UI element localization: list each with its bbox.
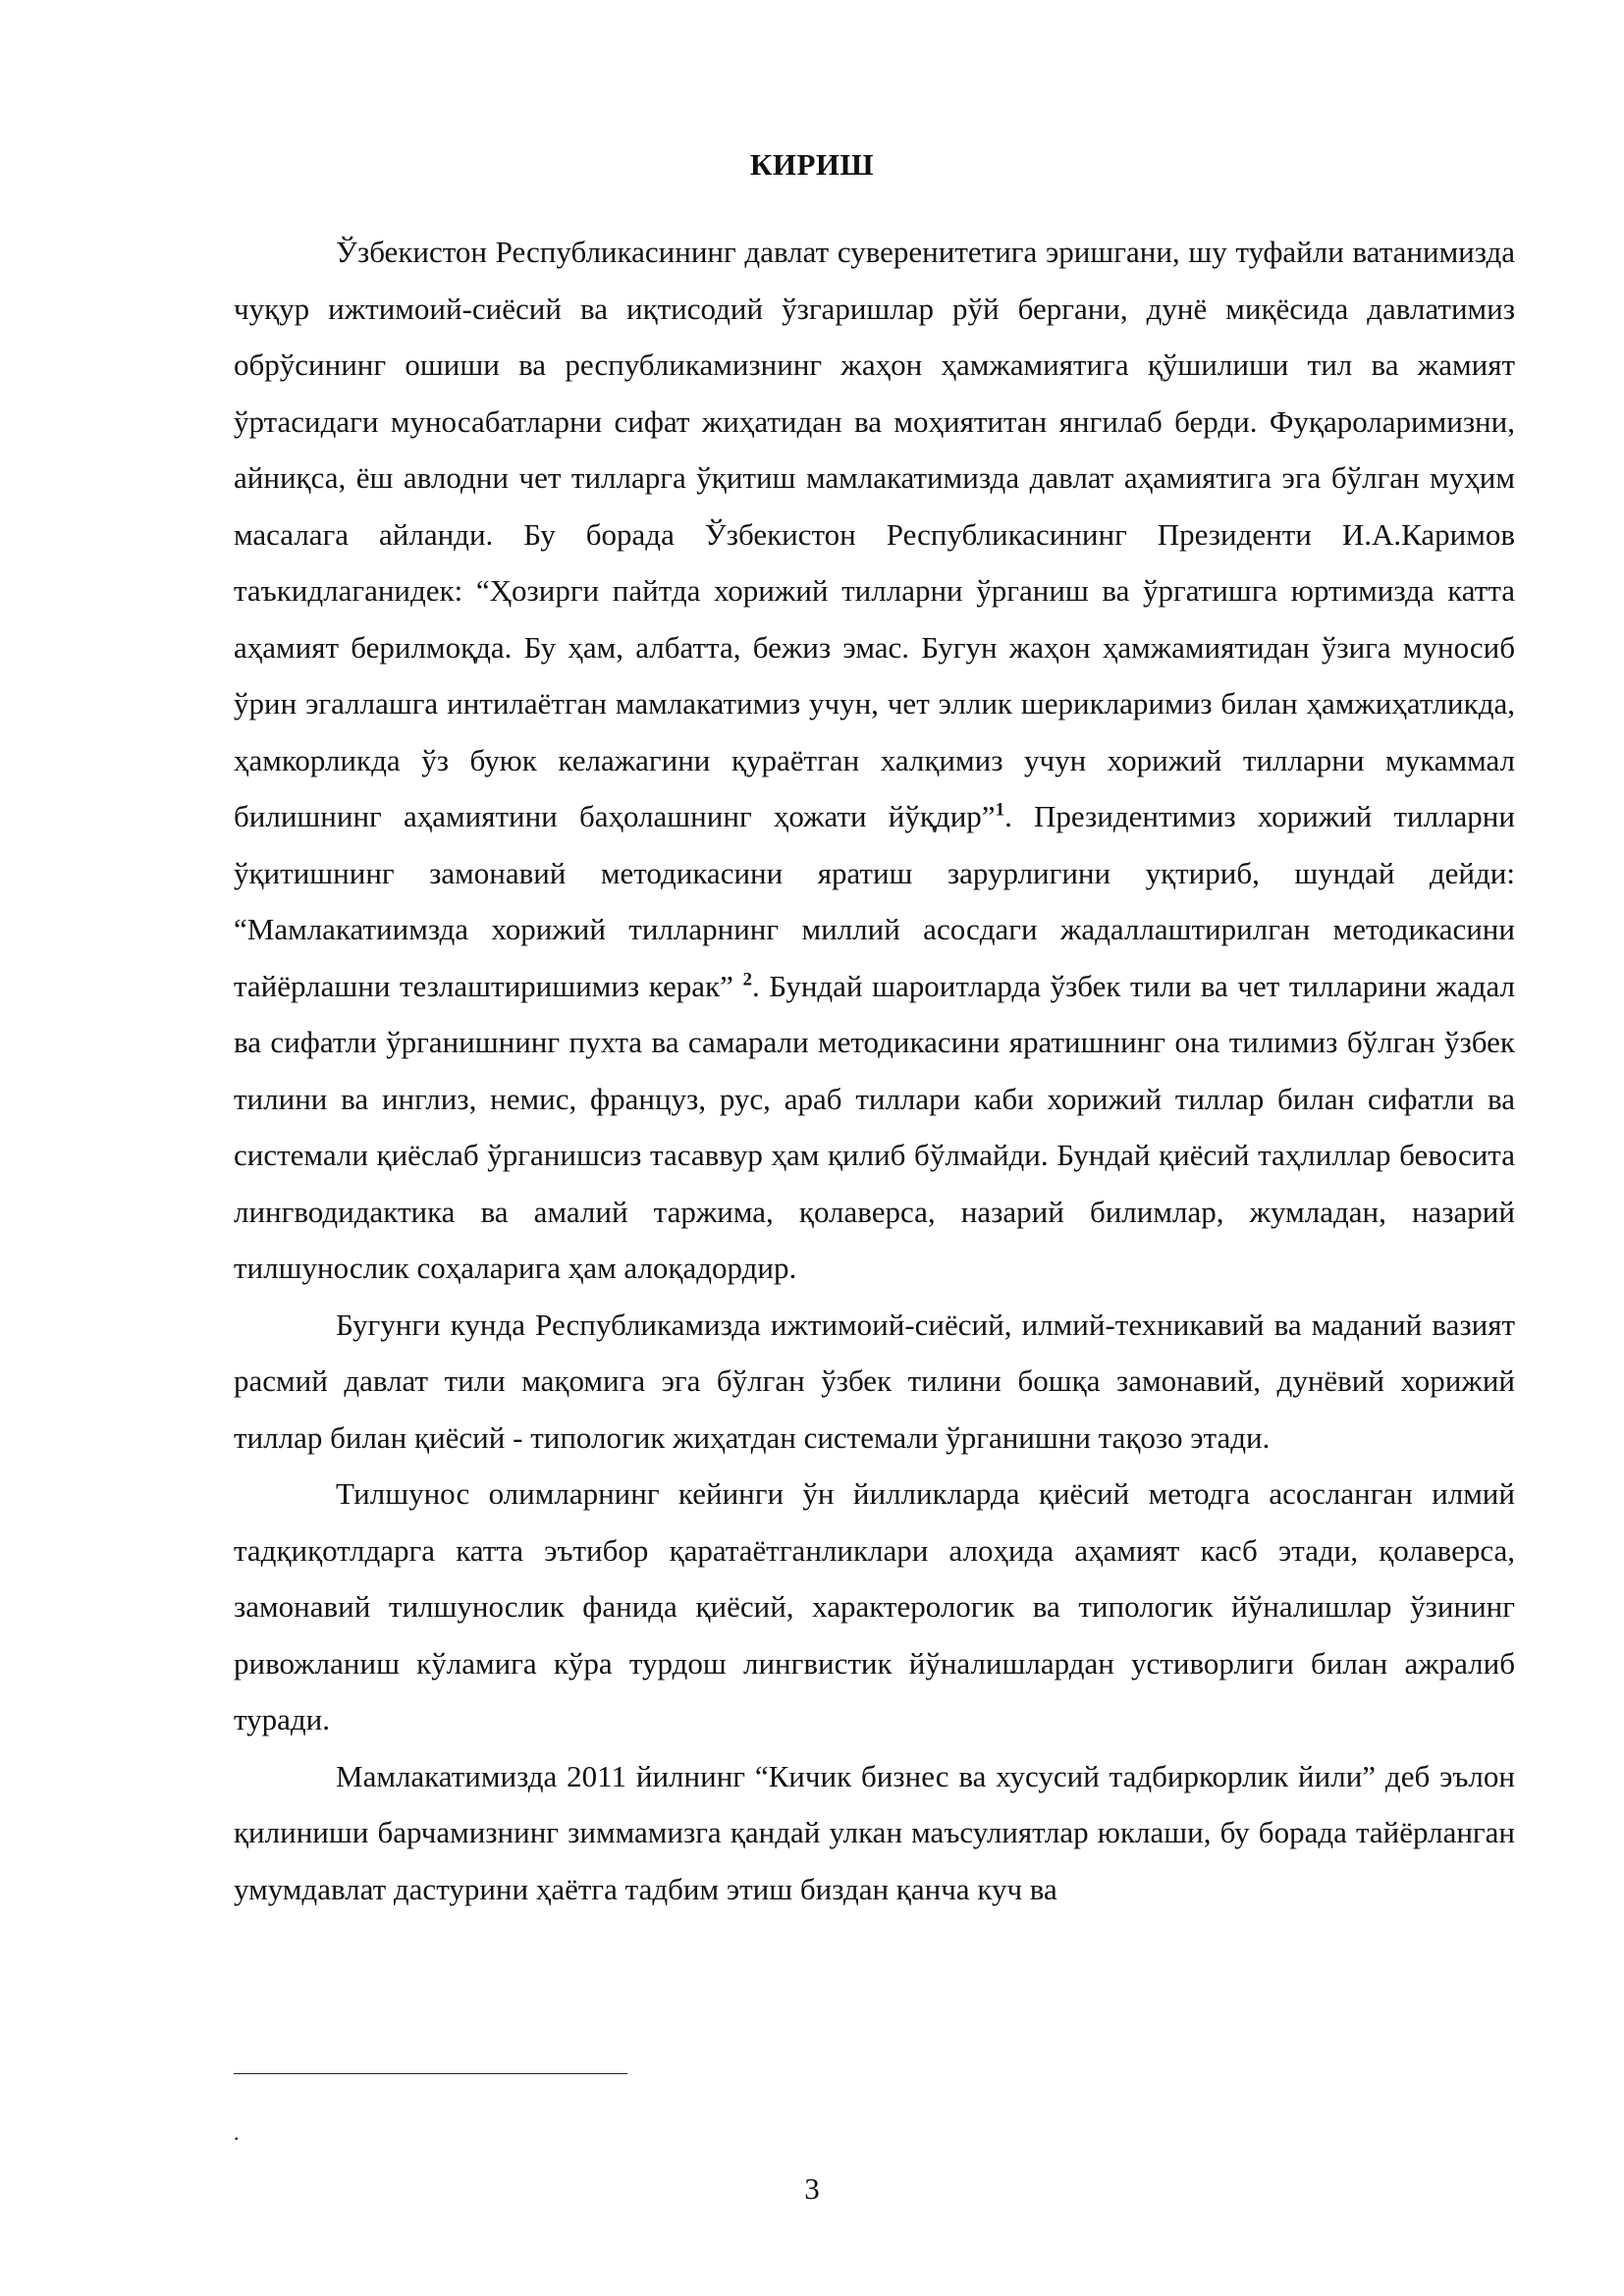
- section-heading: КИРИШ: [749, 147, 875, 182]
- paragraph-1: [234, 224, 1515, 1297]
- paragraph-1-text-middle: . Президентимиз хорижий тилларни ўқитишнинг замонавий методикасини яратиш зарурлигини уқтириб, шундай дейди: “Мамлакатиимзда хорижий тилларнинг миллий асосдаги жадаллаштирилган методикасини тайёрлашни тезлаштиришимиз керак”: [234, 799, 1515, 1003]
- paragraph-3: Тилшунос олимларнинг кейинги ўн йилликларда қиёсий методга асосланган илмий тадқиқотлдарга катта эътибор қаратаётганликлари алоҳида аҳамият касб этади, қолаверса, замонавий тилшунослик фанида қиёсий, характерологик ва типологик йўналишлар ўзининг ривожланиш кўламига кўра турдош лингвистик йўналишлардан устиворлиги билан ажралиб туради.: [234, 1476, 1515, 1736]
- paragraph-1-text-after: . Бундай шароитларда ўзбек тили ва чет тилларини жадал ва сифатли ўрганишнинг пухта ва самарали методикасини яратишнинг она тилимиз бўлган ўзбек тилини ва инглиз, немис, француз, рус, араб тиллари каби хорижий тиллар билан сифатли ва системали қиёслаб ўрганишсиз тасаввур ҳам қилиб бўлмайди. Бундай қиёсий таҳлиллар бевосита лингводидактика ва амалий таржима, қолаверса, назарий билимлар, жумладан, назарий тилшунослик соҳаларига ҳам алоқадордир.: [234, 968, 1516, 1285]
- paragraph-1-text-before: Ўзбекистон Республикасининг давлат суверенитетига эришгани, шу туфайли ватанимизда чуқур ижтимоий-сиёсий ва иқтисодий ўзгаришлар рўй бергани, дунё миқёсида давлатимиз обрўсининг ошиши ва республикамизнинг жаҳон ҳамжамиятига қўшилиши тил ва жамият ўртасидаги муносабатларни сифат жиҳатидан ва моҳиятитан янгилаб берди. Фуқароларимизни, айниқса, ёш авлодни чет тилларга ўқитиш мамлакатимизда давлат аҳамиятига эга бўлган муҳим масалага айланди. Бу борада Ўзбекистон Республикасининг Президенти И.А.Каримов таъкидлаганидек: “Ҳозирги пайтда хорижий тилларни ўрганиш ва ўргатишга юртимизда катта аҳамият берилмоқда. Бу ҳам, албатта, бежиз эмас. Бугун жаҳон ҳамжамиятидан ўзига муносиб ўрин эгаллашга интилаётган мамлакатимиз учун, чет эллик шерикларимиз билан ҳамжиҳатликда, ҳамкорликда ўз буюк келажагини қураётган халқимиз учун хорижий тилларни мукаммал билишнинг аҳамиятини баҳолашнинг ҳожати йўқдир”: [234, 235, 1515, 833]
- paragraph-4: Мамлакатимизда 2011 йилнинг “Кичик бизнес ва хусусий тадбиркорлик йили” деб эълон қилиниши барчамизнинг зиммамизга қандай улкан маъсулиятлар юклаши, бу борада тайёрланган умумдавлат дастурини ҳаётга тадбим этиш биздан қанча куч ва: [234, 1758, 1515, 1906]
- footnote-reference-1[interactable]: 1: [995, 799, 1005, 821]
- footnote-reference-2[interactable]: 2: [742, 969, 752, 990]
- footnote-text: .: [234, 2120, 240, 2145]
- footnote-separator: [234, 2073, 627, 2074]
- page-number: 3: [804, 2171, 820, 2206]
- paragraph-2: Бугунги кунда Республикамизда ижтимоий-сиёсий, илмий-техникавий ва маданий вазият расмий давлат тили мақомига эга бўлган ўзбек тилини бошқа замонавий, дунёвий хорижий тиллар билан қиёсий - типологик жиҳатдан системали ўрганишни тақозо этади.: [234, 1307, 1515, 1455]
- body-text: [234, 224, 1515, 1917]
